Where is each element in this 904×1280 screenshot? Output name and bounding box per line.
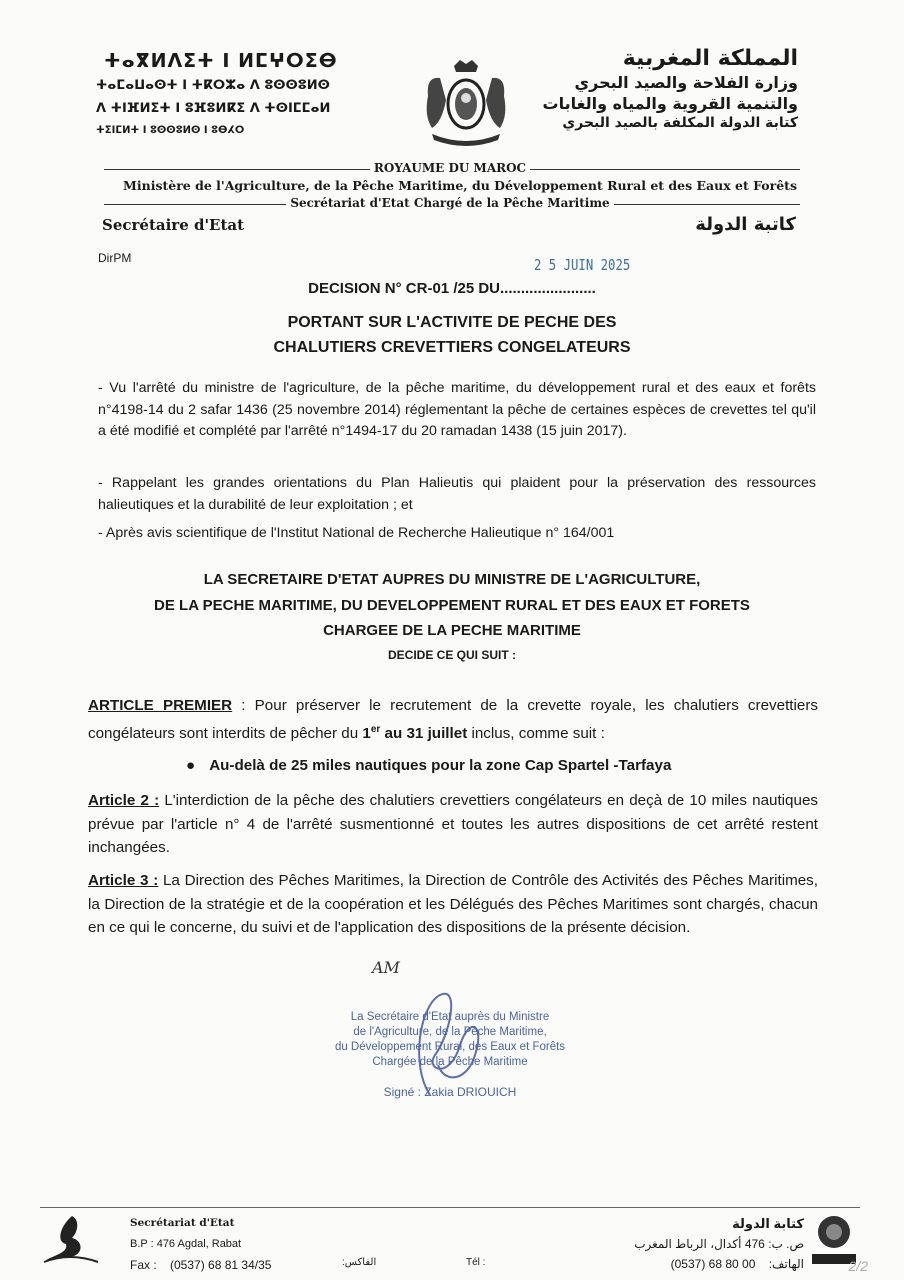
- arabic-line-1: المملكة المغربية: [622, 46, 798, 71]
- article-premier-text-a: : Pour préserver le recrutement de la crevette royale, les chalutiers crevettiers congélateurs sont interdits de pêcher du: [88, 697, 818, 742]
- footer-contact-ar: [634, 1214, 804, 1274]
- article-premier: [88, 694, 818, 745]
- tifinagh-line-2: ⵜⴰⵎⴰⵡⴰⵙⵜ ⵏ ⵜⴽⵔⵣⴰ ⴷ ⵓⵙⵙⵓⵍⵙ: [96, 78, 330, 93]
- article-3-text: La Direction des Pêches Maritimes, la Direction de Contrôle des Activités des Pêches Maritimes, la Direction de la stratégie et de la coopération et les Délégués des Pêches Maritimes sont chargés, chacun en ce qui le concerne, du suivi et de l'application des dispositions de la présente décision.: [88, 872, 818, 936]
- title-line-1: PORTANT SUR L'ACTIVITE DE PECHE DES: [287, 314, 617, 331]
- tifinagh-line-3: ⴷ ⵜⵏⴼⵍⵉⵜ ⵏ ⵓⴼⵓⵍⴽⵉ ⴷ ⵜⵙⵏⵎⵎⴰⵍ: [96, 101, 331, 116]
- ministry-logo-icon: [38, 1212, 102, 1266]
- royaume-line: ROYAUME DU MAROC: [100, 161, 800, 175]
- date-stamp: 2 5 JUIN 2025: [534, 256, 631, 274]
- zone-bullet: [186, 757, 671, 774]
- zone-bullet-text: Au-delà de 25 miles nautiques pour la zone Cap Spartel -Tarfaya: [209, 757, 672, 774]
- footer-title-fr: Secrétariat d'Etat: [130, 1217, 235, 1229]
- secretaire-title-3: CHARGEE DE LA PECHE MARITIME: [323, 622, 581, 639]
- tifinagh-line-4: ⵜⵉⵏⵎⵍⵜ ⵏ ⵓⵙⵙⵓⵍⵙ ⵏ ⵓⴱⵃⵔ: [96, 125, 245, 136]
- footer-address-ar: ص. ب: 476 أكدال، الرباط المغرب: [634, 1237, 804, 1251]
- stamp-line-4: Chargée de la Pêche Maritime: [372, 1056, 528, 1068]
- article-2-label: Article 2 :: [88, 792, 160, 809]
- article-2-text: L'interdiction de la pêche des chalutiers crevettiers congélateurs en deçà de 10 miles nautiques prévue par l'article n° 4 de l'arrêté susmentionné et toutes les autres dispositions de cet arrêté restent inchangées.: [88, 792, 818, 856]
- ministere-line: Ministère de l'Agriculture, de la Pêche Maritime, du Développement Rural et des Eaux et Forêts: [123, 178, 797, 193]
- footer-fax: Fax : (0537) 68 81 34/35: [130, 1258, 272, 1272]
- arabic-header: [528, 46, 798, 131]
- article-3: [88, 869, 818, 940]
- footer-tel-ar: الهاتف: (0537) 68 80 00: [670, 1257, 804, 1271]
- article-premier-date-end: au 31 juillet: [380, 724, 468, 742]
- article-premier-text-b: inclus, comme suit :: [467, 724, 605, 742]
- tifinagh-line-1: ⵜⴰⴳⵍⴷⵉⵜ ⵏ ⵍⵎⵖⵔⵉⴱ: [104, 50, 338, 72]
- article-2: [88, 789, 818, 860]
- page-number: 2/2: [848, 1258, 868, 1274]
- footer-address-fr: B.P : 476 Agdal, Rabat: [130, 1238, 242, 1250]
- stamp-line-2: de l'Agriculture, de la Pêche Maritime,: [353, 1026, 547, 1038]
- article-premier-date-start: 1: [362, 724, 371, 742]
- decide-line: DECIDE CE QUI SUIT :: [387, 648, 516, 662]
- article-premier-sup: er: [370, 723, 381, 735]
- arabic-line-4: كتابة الدولة المكلفة بالصيد البحري: [562, 115, 798, 131]
- considerant-3: - Après avis scientifique de l'Institut National de Recherche Halieutique n° 164/001: [98, 525, 615, 541]
- footer-tel-label: Tél :: [466, 1257, 486, 1268]
- considerant-1: - Vu l'arrêté du ministre de l'agriculture, de la pêche maritime, du développement rural et des eaux et forêts n°4198-14 du 2 safar 1436 (25 novembre 2014) réglementant la pêche de certaines espèces de crevettes tel qu'il a été modifié et complété par l'arrêté n°1494-17 du 20 ramadan 1438 (15 juin 2017).: [98, 380, 816, 439]
- title-line-2: CHALUTIERS CREVETTIERS CONGELATEURS: [273, 339, 631, 356]
- footer-contact-fr: [130, 1213, 271, 1276]
- footer-title-ar: كتابة الدولة: [732, 1216, 804, 1231]
- secretaire-title-1: LA SECRETAIRE D'ETAT AUPRES DU MINISTRE DE L'AGRICULTURE,: [203, 571, 701, 588]
- article-3-label: Article 3 :: [88, 872, 159, 889]
- footer-rule: [40, 1207, 860, 1208]
- stamp-line-3: du Développement Rural, des Eaux et Forêts: [334, 1041, 566, 1053]
- stamp-line-1: La Secrétaire d'Etat auprès du Ministre: [350, 1011, 550, 1023]
- article-premier-label: ARTICLE PREMIER: [88, 697, 233, 714]
- handwritten-initials: AM: [372, 958, 400, 977]
- secretaire-fr: Secrétaire d'Etat: [102, 216, 245, 234]
- footer-fax-ar: الفاكس:: [342, 1257, 377, 1268]
- tifinagh-header: [96, 50, 396, 136]
- arabic-line-3: والتنمية القروية والمياه والغابات: [542, 94, 798, 113]
- secretaire-title-2: DE LA PECHE MARITIME, DU DEVELOPPEMENT RURAL ET DES EAUX ET FORETS: [154, 597, 750, 614]
- bullet-icon: ●: [186, 757, 196, 774]
- secretariat-line: Secrétariat d'Etat Chargé de la Pêche Maritime: [100, 196, 800, 210]
- signature-stamp: [300, 1010, 600, 1070]
- decision-number: DECISION N° CR-01 /25 DU.......................: [308, 280, 596, 297]
- considerant-2: - Rappelant les grandes orientations du Plan Halieutis qui plaident pour la préservation des ressources halieutiques et la durabilité de leur exploitation ; et: [98, 475, 816, 513]
- dirpm-ref: DirPM: [98, 251, 132, 265]
- coat-of-arms-icon: [418, 56, 514, 146]
- arabic-line-2: وزارة الفلاحة والصيد البحري: [574, 73, 798, 92]
- secretaire-ar: كاتبة الدولة: [695, 214, 796, 235]
- signatory-name: Signé : Zakia DRIOUICH: [383, 1085, 517, 1099]
